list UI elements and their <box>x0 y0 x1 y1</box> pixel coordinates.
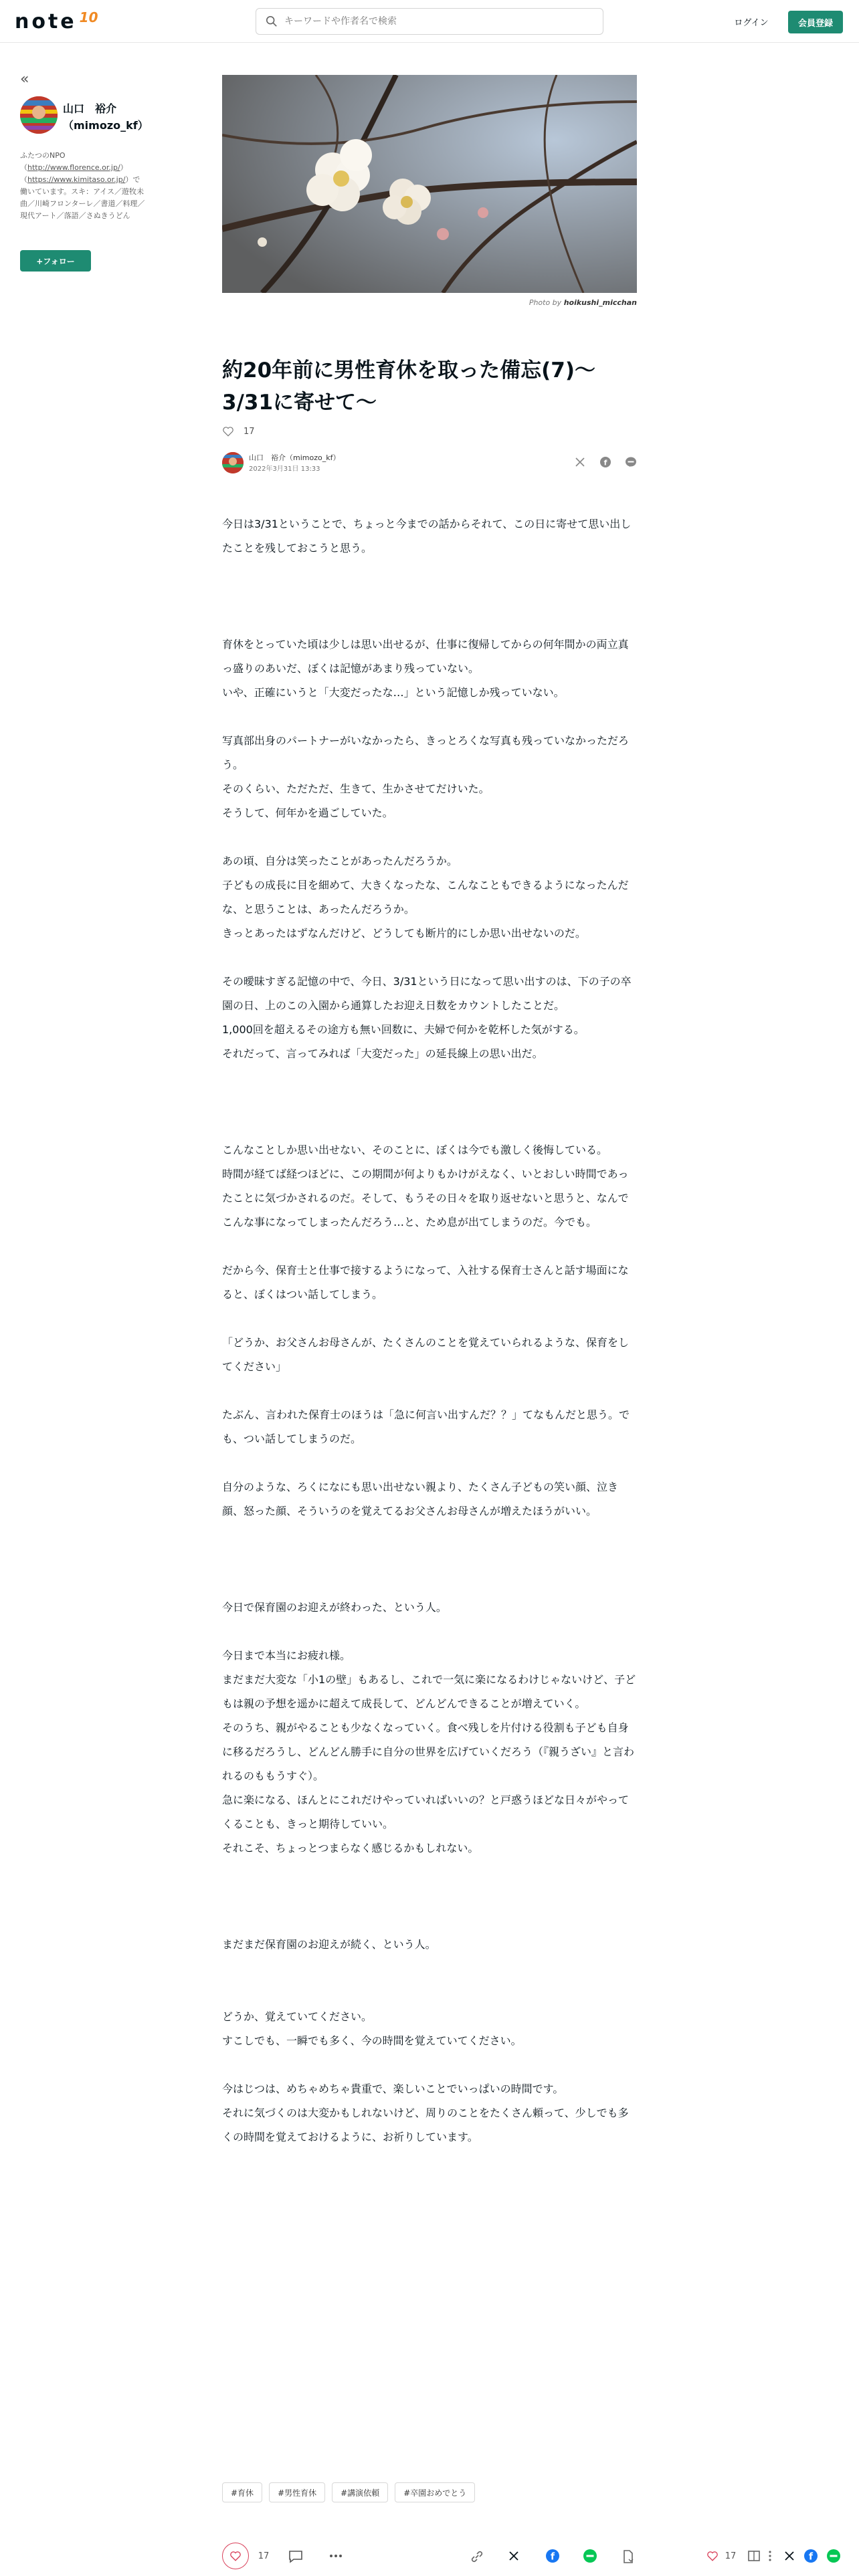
more-icon[interactable] <box>328 2549 344 2563</box>
hashtag[interactable]: #育休 <box>222 2482 262 2502</box>
article-paragraph: たぶん、言われた保育士のほうは「急に何言い出すんだ？？」てなもんだと思う。でも、つい話してしまうのだ。 <box>222 1408 630 1445</box>
article-paragraph: 今はじつは、めちゃめちゃ貴重で、楽しいことでいっぱいの時間です。 <box>222 2082 564 2095</box>
line-share-icon[interactable] <box>625 456 637 468</box>
profile-intro: ふたつのNPO（ <box>20 151 66 172</box>
line-share-icon[interactable] <box>582 2548 598 2564</box>
article-paragraph <box>222 609 637 633</box>
article-paragraph: だから今、保育士と仕事で接するようになって、入社する保育士さんと話す場面になると、ぼくはつい話してしまう。 <box>222 1264 629 1301</box>
article-paragraph: 1,000回を超えるその途方も無い回数に、夫婦で何かを乾杯した気がする。 <box>222 1023 585 1036</box>
article-paragraph <box>222 584 637 609</box>
hashtag[interactable]: #講演依頼 <box>332 2482 388 2502</box>
search-input[interactable] <box>284 16 592 27</box>
facebook-share-icon[interactable] <box>803 2548 819 2564</box>
like-count-right: 17 <box>725 2551 737 2561</box>
x-share-icon[interactable] <box>783 2549 796 2563</box>
hashtag[interactable]: #卒園おめでとう <box>395 2482 475 2502</box>
author-name[interactable]: 山口 裕介（mimozo_kf） <box>63 102 149 132</box>
profile-link-kimitaso[interactable]: https://www.kimitaso.or.jp/ <box>27 175 126 184</box>
article-paragraph: きっとあったはずなんだけど、どうしても断片的にしか思い出せないのだ。 <box>222 927 586 940</box>
article-paragraph: 育休をとっていた頃は少しは思い出せるが、仕事に復帰してからの何年間かの両立真っ盛りのあいだ、ぼくは記憶があまり残っていない。 <box>222 638 629 675</box>
like-button[interactable] <box>222 2543 249 2569</box>
article-paragraph: その曖昧すぎる記憶の中で、今日、3/31という日になって思い出すのは、下の子の卒園の日、上のこの入園から通算したお迎え日数をカウントしたことだ。 <box>222 975 632 1012</box>
login-button[interactable]: ログイン <box>734 17 769 28</box>
article-paragraph <box>222 1572 637 1596</box>
article-paragraph: 時間が経てば経つほどに、この期間が何よりもかけがえなく、いとおしい時間であったことに気づかされるのだ。そして、もうその日々を取り返せないと思うと、なんでこんな事になってしまったんだろう…と、ため息が出てしまうのだ。今でも。 <box>222 1168 629 1228</box>
article-paragraph <box>222 1379 637 1403</box>
article-paragraph: それこそ、ちょっとつまらなく感じるかもしれない。 <box>222 1842 479 1854</box>
article-paragraph <box>222 1114 637 1138</box>
article-paragraph: こんなことしか思い出せない、そのことに、ぼくは今でも激しく後悔している。 <box>222 1144 608 1156</box>
facebook-share-icon[interactable] <box>545 2548 561 2564</box>
article-paragraph <box>222 1235 637 1259</box>
collapse-sidebar-icon[interactable]: « <box>20 71 29 88</box>
byline-avatar[interactable] <box>222 452 244 473</box>
heart-icon <box>222 425 234 437</box>
facebook-share-icon[interactable] <box>599 456 611 468</box>
heart-icon <box>229 2550 242 2562</box>
article-paragraph <box>222 705 637 729</box>
article-paragraph: まだまだ大変な「小1の壁」もあるし、これで一気に楽になるわけじゃないけど、子どもは親の予想を遥かに超えて成長して、どんどんできることが増えていく。 <box>222 1673 636 1710</box>
svg-text:f: f <box>808 2551 814 2563</box>
article-paragraph: すこしでも、一瞬でも多く、今の時間を覚えていてください。 <box>222 2034 522 2047</box>
article-paragraph: 今日で保育園のお迎えが終わった、という人。 <box>222 1601 447 1614</box>
article-paragraph: 子どもの成長に目を細めて、大きくなったな、こんなこともできるようになったんだな、と思うことは、あったんだろうか。 <box>222 879 629 916</box>
like-count: 17 <box>244 426 255 437</box>
like-summary[interactable] <box>222 424 255 439</box>
article-paragraph: どうか、覚えていてください。 <box>222 2010 373 2023</box>
article-paragraph <box>222 1909 637 1933</box>
article-paragraph: そのくらい、ただただ、生きて、生かさせてだけいた。 <box>222 782 490 795</box>
logo-text: note <box>15 9 77 33</box>
follow-button[interactable]: +フォロー <box>20 250 91 272</box>
x-share-icon[interactable] <box>507 2549 520 2563</box>
article-paragraph <box>222 2053 637 2077</box>
avatar[interactable] <box>20 96 58 134</box>
tag-list <box>222 2482 475 2502</box>
site-header <box>0 0 859 43</box>
article-paragraph <box>222 1620 637 1644</box>
profile-mid: ）（ <box>20 163 128 184</box>
like-count-bottom: 17 <box>258 2551 270 2561</box>
article-paragraph: 急に楽になる、ほんとにこれだけやっていればいいの？と戸惑うほどな日々がやってくることも、きっと期待していい。 <box>222 1794 630 1830</box>
hero-image <box>222 75 637 293</box>
article-paragraph <box>222 1307 637 1331</box>
article-body <box>222 512 637 2149</box>
article-paragraph: それだって、言ってみれば「大変だった」の延長線上の思い出だ。 <box>222 1047 543 1060</box>
photo-credit <box>222 298 637 307</box>
article-paragraph <box>222 1066 637 1090</box>
article-paragraph <box>222 1451 637 1475</box>
link-icon[interactable] <box>470 2549 484 2564</box>
article-paragraph <box>222 825 637 849</box>
profile-link-florence[interactable]: http://www.florence.or.jp/ <box>27 163 120 172</box>
heart-icon[interactable] <box>705 2549 720 2563</box>
profile-rest: ）で働いています。スキ：アイス／遊牧未曲／川崎フロンターレ／書道／料理／現代アート／落語／さぬきうどん <box>20 175 145 220</box>
more-icon[interactable] <box>765 2549 775 2563</box>
hashtag[interactable]: #男性育休 <box>269 2482 325 2502</box>
author-profile <box>20 150 146 222</box>
share-buttons-top <box>574 456 637 468</box>
article-paragraph: そのうち、親がやることも少なくなっていく。食べ残しを片付ける役割も子ども自身に移るだろうし、どんどん勝手に自分の世界を広げていくだろう（『親うざい』と言われるのももうすぐ）。 <box>222 1721 635 1782</box>
photo-credit-name[interactable]: hoikushi_micchan <box>563 298 637 307</box>
comment-icon[interactable] <box>288 2549 304 2564</box>
byline-author[interactable]: 山口 裕介（mimozo_kf） <box>249 453 341 462</box>
page-title: 約20年前に男性育休を取った備忘(7)〜3/31に寄せて〜 <box>222 358 596 415</box>
article-paragraph: 今日まで本当にお疲れ様。 <box>222 1649 351 1662</box>
article-paragraph: あの頃、自分は笑ったことがあったんだろうか。 <box>222 855 458 867</box>
article-paragraph <box>222 1523 637 1547</box>
note-logo[interactable] <box>15 9 98 33</box>
article-paragraph <box>222 946 637 970</box>
article-paragraph: 写真部出身のパートナーがいなかったら、きっとろくな写真も残っていなかっただろう。 <box>222 734 630 771</box>
anniversary-badge-icon: 10 <box>79 9 98 25</box>
magazine-icon[interactable] <box>747 2549 761 2563</box>
article-paragraph: 「どうか、お父さんお母さんが、たくさんのことを覚えていられるような、保育をしてください」 <box>222 1336 630 1373</box>
photo-credit-prefix: Photo by <box>529 298 564 307</box>
byline <box>222 451 637 475</box>
svg-text:f: f <box>603 458 607 467</box>
action-bar <box>0 2543 859 2576</box>
article-paragraph <box>222 1885 637 1909</box>
article-paragraph: 今日は3/31ということで、ちょっと今までの話からそれて、この日に寄せて思い出したことを残しておこうと思う。 <box>222 518 632 554</box>
line-share-icon[interactable] <box>826 2548 842 2564</box>
byline-date: 2022年3月31日 13:33 <box>249 465 320 473</box>
article-paragraph <box>222 1090 637 1114</box>
article-paragraph <box>222 560 637 584</box>
article-paragraph: それに気づくのは大変かもしれないけど、周りのことをたくさん頼って、少しでも多くの時間を覚えておけるように、お祈りしています。 <box>222 2107 629 2143</box>
article-paragraph <box>222 1981 637 2005</box>
article-paragraph: いや、正確にいうと「大変だったな…」という記憶しか残っていない。 <box>222 686 565 699</box>
article-paragraph: 自分のような、ろくになにも思い出せない親より、たくさん子どもの笑い顔、泣き顔、怒った顔、そういうのを覚えてるお父さんお母さんが増えたほうがいい。 <box>222 1481 619 1517</box>
article-paragraph <box>222 1957 637 1981</box>
search-box[interactable] <box>256 8 603 35</box>
embed-icon[interactable] <box>621 2549 636 2564</box>
signup-button[interactable]: 会員登録 <box>788 11 843 33</box>
article-paragraph <box>222 1547 637 1572</box>
article-paragraph <box>222 1860 637 1885</box>
article-paragraph: まだまだ保育園のお迎えが続く、という人。 <box>222 1938 436 1951</box>
search-icon <box>266 15 278 27</box>
svg-text:f: f <box>550 2551 555 2563</box>
article-paragraph: そうして、何年かを過ごしていた。 <box>222 807 393 819</box>
x-share-icon[interactable] <box>574 456 586 468</box>
